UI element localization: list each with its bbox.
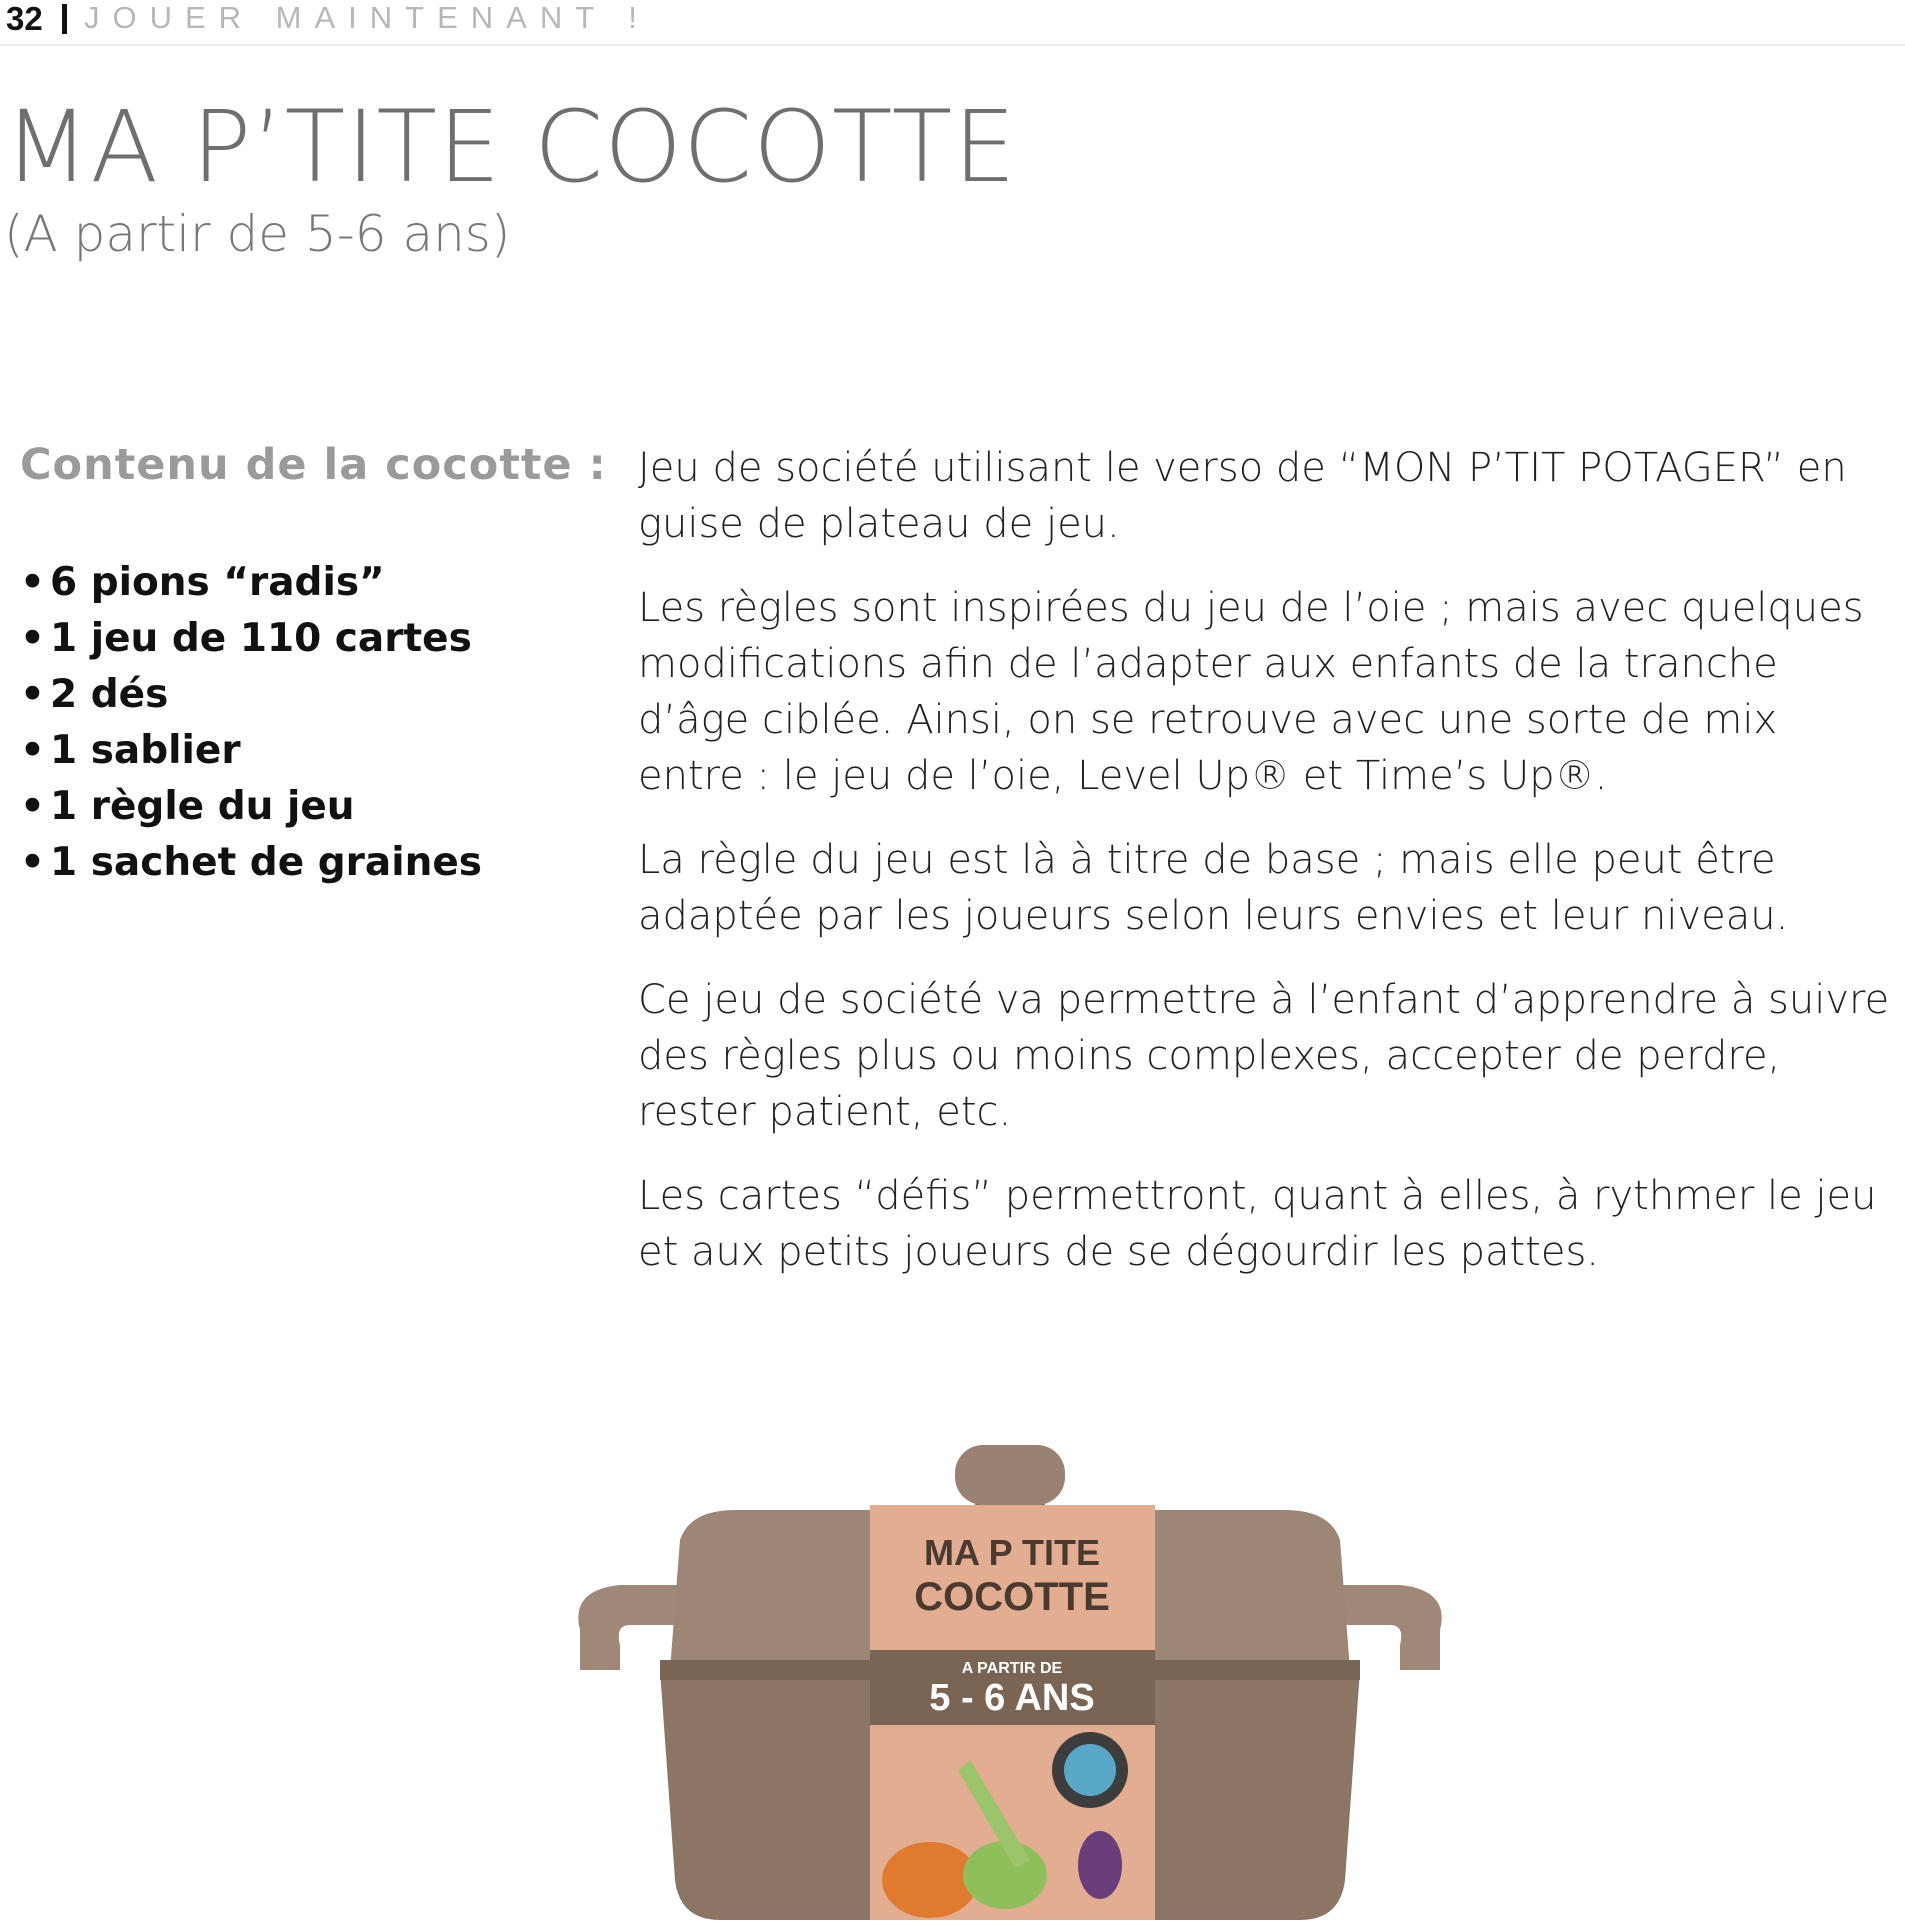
description-paragraph: Ce jeu de société va permettre à l’enfant d’apprendre à suivre des règles plus ou moins complexes, accepter de perdre, rester patient, etc. [638, 977, 1890, 1135]
list-item [20, 667, 482, 723]
eggplant-icon [1078, 1831, 1122, 1899]
description-paragraph: Les cartes “défis” permettront, quant à elles, à rythmer le jeu et aux petits joueurs de se dégourdir les pattes. [638, 1173, 1877, 1275]
description-paragraph: La règle du jeu est là à titre de base ; mais elle peut être adaptée par les joueurs selon leurs envies et leur niveau. [638, 837, 1789, 939]
page-title: MA P’TITE COCOTTE [4, 90, 1017, 205]
cocotte-illustration [560, 1420, 1460, 1920]
list-item [20, 779, 482, 835]
list-item-text: 2 dés [50, 672, 169, 717]
lid-knob [955, 1445, 1065, 1505]
bullet-icon: • [20, 672, 45, 717]
description [638, 440, 1893, 1308]
list-item [20, 835, 482, 891]
contents-list [20, 555, 482, 891]
product-photo [560, 1420, 1460, 1920]
list-item-text: 1 jeu de 110 cartes [50, 616, 472, 661]
list-item [20, 555, 482, 611]
description-paragraph: Jeu de société utilisant le verso de “MON P’TIT POTAGER” en guise de plateau de jeu. [638, 445, 1847, 547]
section-title: JOUER MAINTENANT ! [84, 0, 650, 35]
list-item [20, 611, 482, 667]
bullet-icon: • [20, 784, 45, 829]
label-age: 5 - 6 ANS [929, 1677, 1095, 1719]
description-paragraph: Les règles sont inspirées du jeu de l’oie ; mais avec quelques modifications afin de l’adapter aux enfants de la tranche d’âge ciblée. Ainsi, on se retrouve avec une sorte de mix entre : le jeu de l’oie, Level Up® et Time’s Up®. [638, 585, 1864, 799]
bullet-icon: • [20, 728, 45, 773]
list-item-text: 6 pions “radis” [50, 560, 385, 605]
header-separator [62, 4, 67, 34]
label-line1: MA P TITE [923, 1532, 1101, 1573]
label-line2: COCOTTE [914, 1575, 1110, 1619]
brand-logo-inner [1064, 1744, 1116, 1796]
contents-heading: Contenu de la cocotte : [20, 440, 607, 490]
list-item [20, 723, 482, 779]
list-item-text: 1 sachet de graines [50, 840, 483, 885]
label-age-prefix: A PARTIR DE [961, 1660, 1063, 1677]
list-item-text: 1 règle du jeu [50, 784, 355, 829]
cabbage-icon [963, 1841, 1047, 1909]
page-subtitle: (A partir de 5-6 ans) [4, 205, 511, 263]
page-header [0, 0, 1905, 46]
bullet-icon: • [20, 616, 45, 661]
bullet-icon: • [20, 560, 45, 605]
list-item-text: 1 sablier [50, 728, 241, 773]
bullet-icon: • [20, 840, 45, 885]
page-number: 32 [6, 0, 43, 37]
